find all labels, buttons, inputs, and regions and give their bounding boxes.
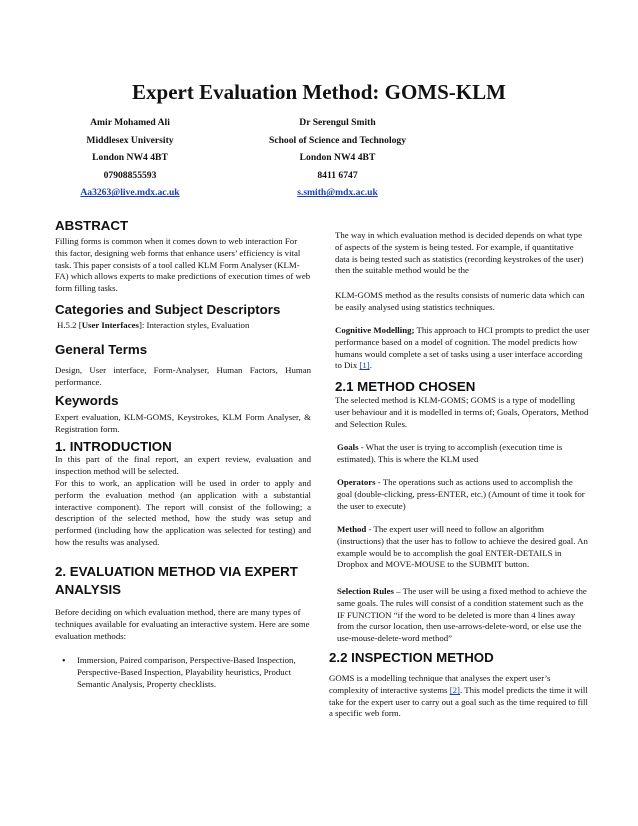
author-phone: 07908855593: [103, 169, 157, 181]
method-chosen-text: The selected method is KLM-GOMS; GOMS is a type of modelling user behaviour and it is modelled in terms of; Goals, Operators, Method and Selection Rules.: [335, 395, 589, 429]
operators-paragraph: Operators - The operations such as actions used to accomplish the goal (double-clicking, press-ENTER, etc.) (Amount of time it took for the user to execute): [337, 477, 585, 511]
bullet-icon: •: [62, 656, 66, 667]
citation-link[interactable]: [1]: [359, 360, 370, 371]
general-terms-heading: General Terms: [55, 342, 148, 357]
author-block-1: [40, 114, 220, 202]
method-paragraph: Method - The expert user will need to follow an algorithm (instructions) that the user has to follow to achieve the desired goal. An example would be to accomplish the goal ENTER-DETAILS in Dropbox and MOVE-MOUSE to the SUBMIT button.: [337, 524, 588, 570]
general-terms-text: Design, User interface, Form-Analyser, Human Factors, Human performance.: [55, 365, 311, 387]
author-email-link[interactable]: Aa3263@live.mdx.ac.uk: [80, 187, 180, 199]
abstract-heading: ABSTRACT: [55, 218, 129, 233]
introduction-paragraph-1: In this part of the final report, an expert review, evaluation and inspection method will be selected.: [55, 454, 311, 476]
author-name: Amir Mohamed Ali: [90, 117, 170, 128]
section-2-heading: 2. EVALUATION METHOD VIA EXPERT ANALYSIS: [55, 564, 298, 597]
categories-heading: Categories and Subject Descriptors: [55, 302, 281, 317]
abstract-text: Filling forms is common when it comes down to web interaction For this factor, designing web forms that enhance users’ efficiency is vital task. This paper consists of a tool called KLM Form Analyser (KLM-FA) which allows experts to make predictions of execution times of web form filling tasks.: [55, 236, 311, 294]
bullet-list-item: Immersion, Paired comparison, Perspective-Based Inspection, Perspective-Based Inspection, Playability heuristics, Product Semantic Analysis, Property checklists.: [77, 655, 296, 689]
keywords-heading: Keywords: [55, 393, 119, 408]
introduction-heading: 1. INTRODUCTION: [55, 439, 172, 454]
categories-text: H.5.2 [User Interfaces]: Interaction styles, Evaluation: [57, 320, 250, 330]
selection-rules-paragraph: Selection Rules – The user will be using a fixed method to achieve the same goals. The rules will consist of a condition statement such as the IF FUNCTION “if the word to be deleted is more than 4 lines away from the cursor location, then use-arrows-delete-word, or else use the use-mouse-delete-word method”: [337, 586, 587, 644]
author-affiliation: School of Science and Technology: [269, 134, 406, 146]
right-paragraph-1: The way in which evaluation method is decided depends on what type of aspects of the system is being tested. For example, if quantitative data is being tested such as statistics (recording keystrokes of the user) then the suitable method would be the: [335, 230, 584, 276]
paper-title: Expert Evaluation Method: GOMS-KLM: [132, 80, 506, 104]
introduction-paragraph-2: For this to work, an application will be used in order to apply and perform the evaluation method (an application with a substantial interactive component). The report will consist of the following; a description of the selected method, how the study was setup and performed (including how the application was selected for testing) and how the results was analysed.: [55, 478, 311, 547]
author-phone: 8411 6747: [317, 169, 358, 181]
keywords-text: Expert evaluation, KLM-GOMS, Keystrokes, KLM Form Analyser, & Registration form.: [55, 412, 311, 434]
author-name: Dr Serengul Smith: [299, 117, 376, 128]
author-block-2: [240, 114, 435, 202]
cognitive-modelling-paragraph: Cognitive Modelling; This approach to HCI prompts to predict the user performance based on a model of cognition. The model predicts how humans would complete a set of tasks using a user interface according to Dix [1].: [335, 325, 590, 371]
goals-paragraph: Goals - What the user is trying to accomplish (execution time is estimated). This is where the KLM used: [337, 442, 563, 464]
author-address: London NW4 4BT: [92, 152, 168, 164]
author-address: London NW4 4BT: [299, 152, 376, 164]
inspection-method-text: GOMS is a modelling technique that analyses the expert user’s complexity of interactive systems [2]. This model predicts the time it will take for the expert user to carry out a goal such as the time required to fill a specific web form.: [329, 673, 588, 719]
section-2-text: Before deciding on which evaluation method, there are many types of techniques available for evaluating an interactive system. Here are some evaluation methods:: [55, 607, 310, 641]
author-email-link[interactable]: s.smith@mdx.ac.uk: [297, 187, 378, 199]
citation-link[interactable]: [2]: [449, 684, 460, 695]
inspection-method-heading: 2.2 INSPECTION METHOD: [329, 650, 494, 665]
right-paragraph-2: KLM-GOMS method as the results consists of numeric data which can be easily analysed using statistics techniques.: [335, 290, 585, 312]
author-affiliation: Middlesex University: [86, 134, 174, 146]
method-chosen-heading: 2.1 METHOD CHOSEN: [335, 379, 476, 394]
